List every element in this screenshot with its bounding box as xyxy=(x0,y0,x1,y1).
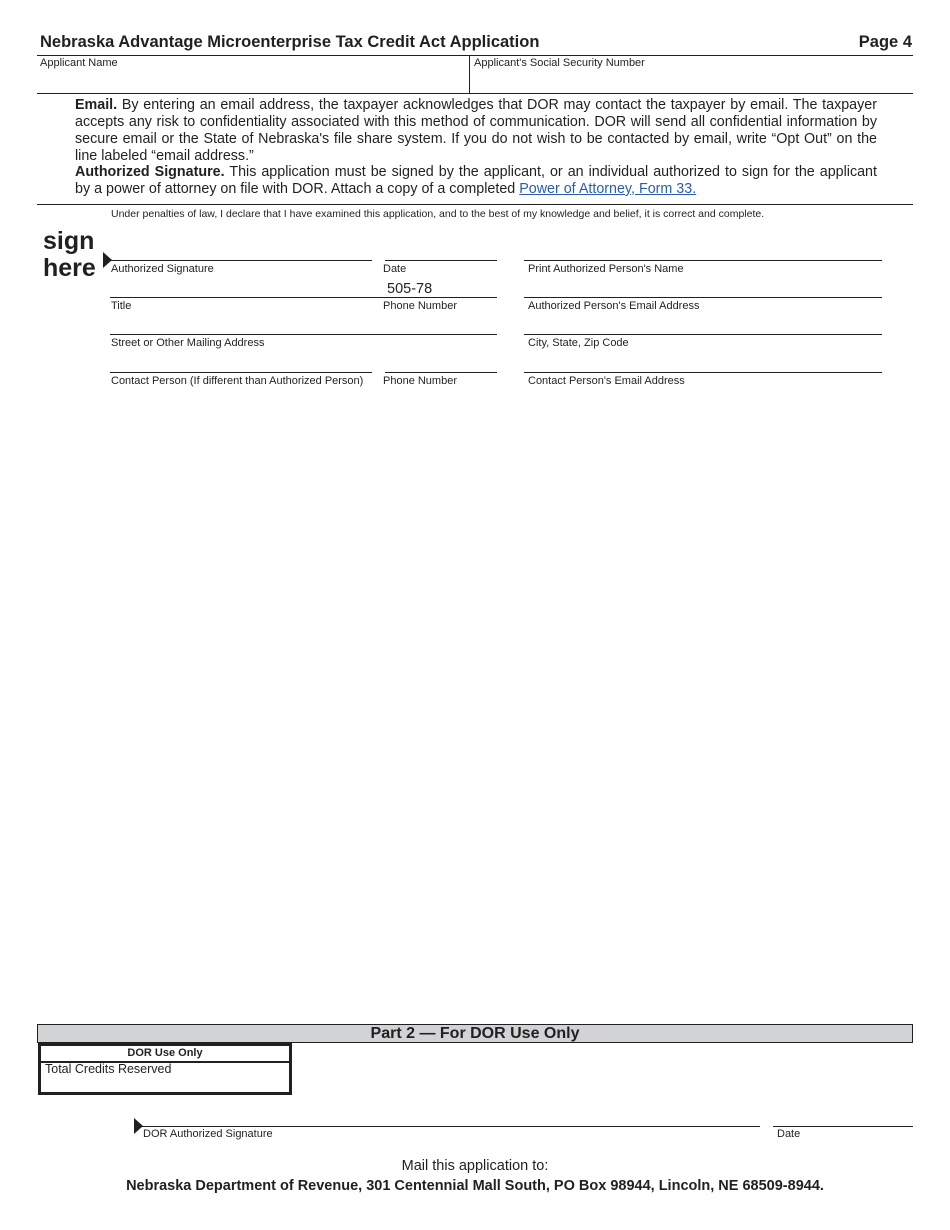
header-rule xyxy=(37,55,913,56)
page-number: Page 4 xyxy=(858,33,912,51)
date-line[interactable] xyxy=(385,260,497,261)
sign-here-label xyxy=(43,228,96,282)
contact-email-line[interactable] xyxy=(524,372,882,373)
dor-date-label: Date xyxy=(777,1128,801,1140)
mailing-instruction: Mail this application to: xyxy=(401,1158,549,1174)
form-title: Nebraska Advantage Microenterprise Tax Credit Act Application xyxy=(40,33,540,51)
dor-date-line[interactable] xyxy=(773,1126,913,1127)
dor-use-only-box xyxy=(38,1043,292,1095)
street-line[interactable] xyxy=(110,334,497,335)
signature-text: This application must be signed by the applicant, or an individual authorized to sign for the applicant by a power of attorney on file with DOR. Attach a copy of a completed xyxy=(75,164,877,197)
declaration-text: Under penalties of law, I declare that I have examined this application, and to the best of my knowledge and belief, it is correct and complete. xyxy=(111,208,765,220)
city-state-zip-label: City, State, Zip Code xyxy=(528,337,629,349)
city-state-zip-line[interactable] xyxy=(524,334,882,335)
applicant-name-field[interactable] xyxy=(40,70,465,92)
phone-number-label: Phone Number xyxy=(383,300,457,312)
authorized-signature-line[interactable] xyxy=(110,260,372,261)
ssn-label: Applicant's Social Security Number xyxy=(474,57,645,69)
power-of-attorney-link[interactable]: Power of Attorney, Form 33. xyxy=(519,181,697,197)
contact-phone-line[interactable] xyxy=(385,372,497,373)
total-credits-label: Total Credits Reserved xyxy=(45,1062,172,1076)
print-name-line[interactable] xyxy=(524,260,882,261)
signature-instructions xyxy=(75,164,877,198)
print-name-label: Print Authorized Person's Name xyxy=(528,263,684,275)
authorized-signature-label: Authorized Signature xyxy=(111,263,214,275)
contact-phone-label: Phone Number xyxy=(383,375,457,387)
title-label: Title xyxy=(111,300,132,312)
email-text: By entering an email address, the taxpayer acknowledges that DOR may contact the taxpayer by email. The taxpayer accepts any risk to confidentiality associated with this method of communication. DOR will send all confidential information by secure email or the State of Nebraska's file share system. If you do not wish to be contacted by email, write “Opt Out” on the line labeled “email address.” xyxy=(75,97,877,164)
email-heading: Email. xyxy=(75,97,118,113)
dor-signature-label: DOR Authorized Signature xyxy=(143,1128,273,1140)
contact-person-line[interactable] xyxy=(110,372,372,373)
signature-heading: Authorized Signature. xyxy=(75,164,225,180)
contact-person-label: Contact Person (If different than Authorized Person) xyxy=(111,375,364,387)
authorized-email-label: Authorized Person's Email Address xyxy=(528,300,700,312)
title-line[interactable] xyxy=(110,297,497,298)
part2-heading: Part 2 — For DOR Use Only xyxy=(37,1024,913,1043)
sign-here-line1: sign xyxy=(43,227,95,255)
header-bottom-rule xyxy=(37,93,913,94)
sign-here-line2: here xyxy=(43,254,96,282)
header-divider xyxy=(469,55,470,93)
contact-email-label: Contact Person's Email Address xyxy=(528,375,685,387)
declaration-rule xyxy=(37,204,913,205)
mailing-address: Nebraska Department of Revenue, 301 Centennial Mall South, PO Box 98944, Lincoln, NE 68509-8944. xyxy=(126,1178,824,1194)
phone-number-value[interactable]: 505-78 xyxy=(387,281,433,297)
ssn-field[interactable] xyxy=(474,70,910,92)
dor-signature-line[interactable] xyxy=(142,1126,760,1127)
authorized-email-line[interactable] xyxy=(524,297,882,298)
applicant-name-label: Applicant Name xyxy=(40,57,118,69)
street-label: Street or Other Mailing Address xyxy=(111,337,265,349)
dor-box-title: DOR Use Only xyxy=(127,1047,203,1059)
email-instructions xyxy=(75,97,877,165)
date-label: Date xyxy=(383,263,407,275)
